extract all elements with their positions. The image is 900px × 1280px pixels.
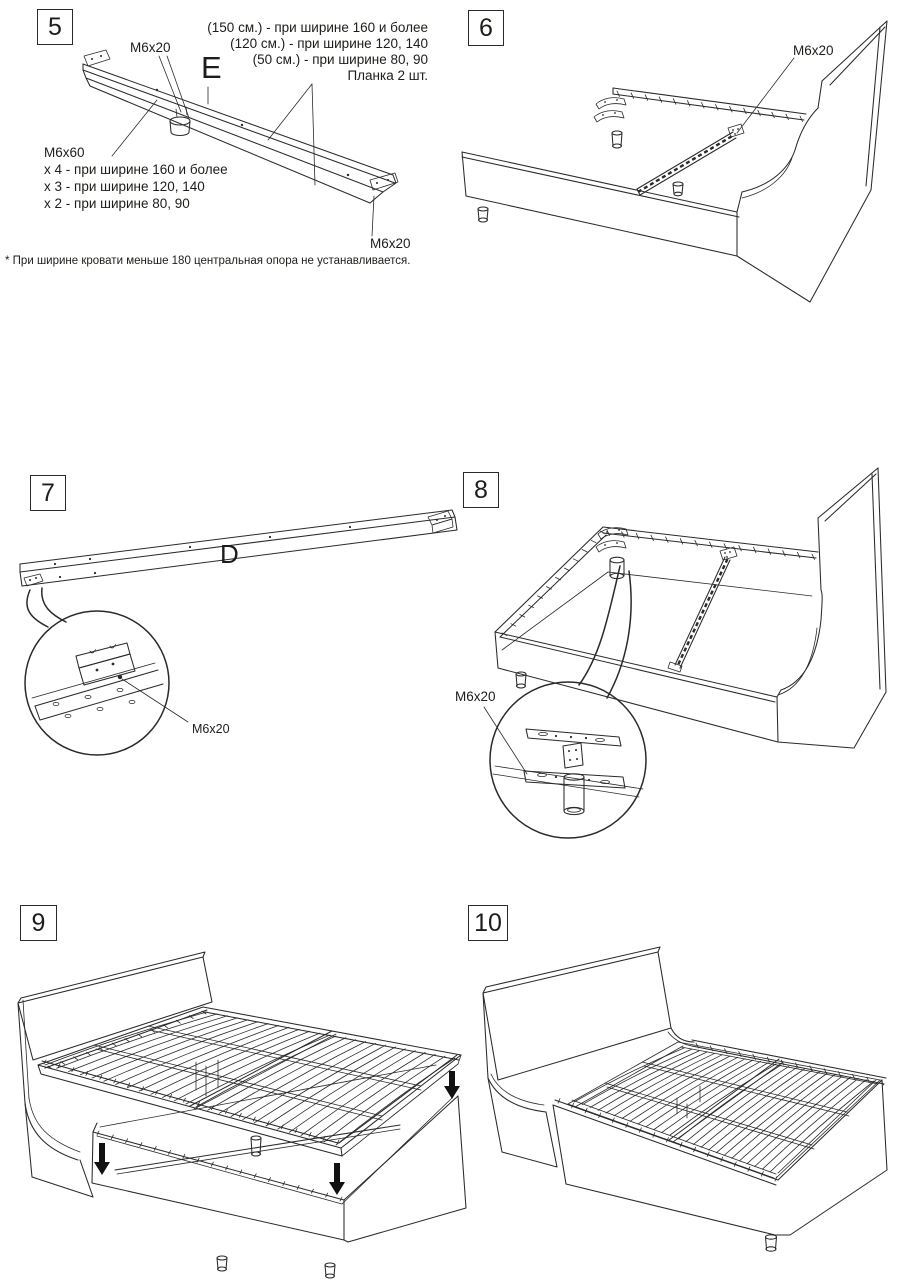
- step-8-panel: [440, 460, 900, 860]
- down-arrow: [94, 1143, 110, 1175]
- bolt-note-line: x 2 - при ширине 80, 90: [44, 196, 190, 211]
- part-letter-e: E: [201, 50, 222, 85]
- center-leg-detail: [524, 729, 625, 815]
- corner-bracket-hardware: [594, 98, 626, 148]
- size-note-line: Планка 2 шт.: [347, 68, 428, 83]
- bolt-note-line: x 3 - при ширине 120, 140: [44, 179, 205, 194]
- slats-left-half: [574, 1048, 776, 1135]
- step-5-panel: [0, 0, 450, 285]
- hardware-label-m6x20-bottom: M6x20: [370, 236, 411, 251]
- step-7-number: 7: [41, 478, 55, 507]
- bolt-label-m6x60: M6x60: [44, 145, 85, 160]
- size-note-line: (120 см.) - при ширине 120, 140: [230, 36, 428, 51]
- footnote-text: * При ширине кровати меньше 180 центральная опора не устанавливается.: [5, 255, 411, 267]
- magnifier-circle: [25, 611, 169, 755]
- central-support-beam: [668, 547, 737, 672]
- size-note-line: (150 см.) - при ширине 160 и более: [207, 20, 428, 35]
- bed-frame-box: [495, 527, 818, 742]
- step-9-panel: [0, 890, 475, 1280]
- screw-head: [118, 675, 122, 679]
- slats-left-half: [45, 1012, 330, 1104]
- step-8-number: 8: [474, 475, 488, 504]
- hardware-label-m6x20: M6x20: [793, 43, 834, 58]
- step-9-drawing: [0, 890, 475, 1280]
- headboard: [777, 468, 886, 748]
- magnifier-callout: [490, 566, 646, 838]
- bed-frame: [462, 88, 806, 256]
- headboard: [737, 21, 887, 302]
- step-6-number: 6: [479, 13, 493, 42]
- magnifier-circle: [490, 682, 646, 838]
- hardware-label-m6x20-top: M6x20: [130, 40, 171, 55]
- bolt-note-line: x 4 - при ширине 160 и более: [44, 162, 228, 177]
- magnifier-callout: [25, 588, 169, 755]
- step-10-panel: [440, 890, 900, 1280]
- step-10-number: 10: [474, 908, 502, 937]
- central-support-beam: [637, 124, 744, 196]
- step-5-drawing: [0, 0, 450, 285]
- slat-base-platform: [38, 1007, 461, 1156]
- step-6-panel: [450, 0, 900, 380]
- step-7-panel: [0, 460, 470, 790]
- part-letter-d: D: [220, 539, 239, 569]
- hardware-label-m6x20: M6x20: [192, 722, 230, 736]
- slat-base: [568, 1042, 880, 1178]
- m6x20-leader-line: [737, 58, 794, 133]
- step-8-drawing: [440, 460, 900, 860]
- size-note-line: (50 см.) - при ширине 80, 90: [252, 52, 428, 67]
- step-5-number: 5: [48, 12, 62, 41]
- step-6-drawing: [450, 0, 900, 380]
- step-9-number: 9: [31, 908, 46, 937]
- hardware-label-m6x20: M6x20: [455, 689, 496, 704]
- down-arrow: [329, 1163, 345, 1195]
- step-7-drawing: [0, 460, 470, 790]
- step-10-drawing: [440, 890, 900, 1280]
- corner-bracket-detail: [76, 643, 135, 685]
